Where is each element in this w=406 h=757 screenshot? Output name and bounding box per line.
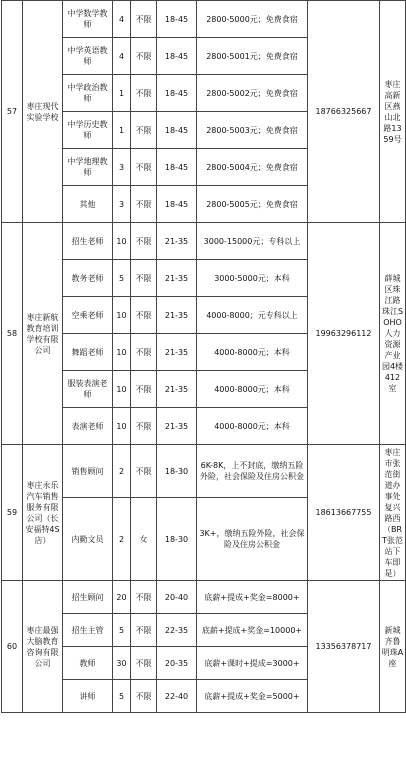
job-salary: 4000-8000元；本科 (197, 334, 308, 371)
job-count: 30 (113, 647, 131, 680)
job-title: 内勤文员 (63, 498, 113, 581)
job-age: 18-30 (157, 498, 197, 581)
job-salary: 4000-8000元；本科 (197, 408, 308, 445)
job-salary: 2800-5002元；免费食宿 (197, 75, 308, 112)
job-title: 中学政治教师 (63, 75, 113, 112)
job-age: 20-35 (157, 647, 197, 680)
job-count: 3 (113, 149, 131, 186)
job-gender: 不限 (131, 408, 157, 445)
job-salary: 底薪+提成+奖金=5000+ (197, 680, 308, 713)
job-title: 舞蹈老师 (63, 334, 113, 371)
job-title: 销售顾问 (63, 445, 113, 498)
job-count: 5 (113, 614, 131, 647)
job-count: 1 (113, 75, 131, 112)
job-salary: 3000-15000元；专科以上 (197, 223, 308, 260)
job-salary: 2800-5001元；免费食宿 (197, 38, 308, 75)
job-age: 21-35 (157, 223, 197, 260)
job-salary: 2800-5004元；免费食宿 (197, 149, 308, 186)
job-age: 21-35 (157, 408, 197, 445)
job-salary: 3K+，缴纳五险外险，社会保险及住房公积金 (197, 498, 308, 581)
job-count: 1 (113, 112, 131, 149)
job-gender: 不限 (131, 581, 157, 614)
table-row (2, 445, 406, 498)
company-name: 枣庄现代实验学校 (23, 1, 63, 223)
job-gender: 不限 (131, 260, 157, 297)
job-count: 4 (113, 38, 131, 75)
job-title: 空乘老师 (63, 297, 113, 334)
job-count: 4 (113, 1, 131, 38)
job-count: 10 (113, 297, 131, 334)
job-salary: 2800-5003元；免费食宿 (197, 112, 308, 149)
company-name: 枣庄最强大脑教育咨询有限公司 (23, 581, 63, 713)
job-count: 2 (113, 445, 131, 498)
job-age: 21-35 (157, 371, 197, 408)
job-salary: 2800-5005元；免费食宿 (197, 186, 308, 223)
job-salary: 4000-8000；元专科以上 (197, 297, 308, 334)
contact-phone: 18613667755 (308, 445, 380, 581)
job-age: 21-35 (157, 297, 197, 334)
job-gender: 不限 (131, 445, 157, 498)
job-count: 10 (113, 223, 131, 260)
job-title: 讲师 (63, 680, 113, 713)
row-number: 60 (2, 581, 23, 713)
job-age: 22-35 (157, 614, 197, 647)
job-age: 18-45 (157, 149, 197, 186)
row-number: 59 (2, 445, 23, 581)
job-title: 其他 (63, 186, 113, 223)
company-address: 薛城区珠江路珠江SOHO人力资源产业园4楼412室 (380, 223, 406, 445)
job-gender: 不限 (131, 149, 157, 186)
job-count: 10 (113, 371, 131, 408)
job-gender: 不限 (131, 1, 157, 38)
job-count: 3 (113, 186, 131, 223)
job-salary: 底薪+提成+奖金=10000+ (197, 614, 308, 647)
table-row (2, 223, 406, 260)
job-count: 5 (113, 680, 131, 713)
contact-phone: 13356378717 (308, 581, 380, 713)
job-title: 服装表演老师 (63, 371, 113, 408)
job-gender: 不限 (131, 75, 157, 112)
job-gender: 女 (131, 498, 157, 581)
job-age: 18-45 (157, 112, 197, 149)
job-age: 18-45 (157, 38, 197, 75)
job-age: 21-35 (157, 334, 197, 371)
job-salary: 3000-5000元；本科 (197, 260, 308, 297)
job-age: 22-40 (157, 680, 197, 713)
job-title: 中学数学教师 (63, 1, 113, 38)
job-salary: 4000-8000元；本科 (197, 371, 308, 408)
job-title: 招生顾问 (63, 581, 113, 614)
job-title: 招生老师 (63, 223, 113, 260)
job-gender: 不限 (131, 680, 157, 713)
job-gender: 不限 (131, 371, 157, 408)
job-age: 18-45 (157, 75, 197, 112)
job-count: 2 (113, 498, 131, 581)
company-name: 枣庄新航教育培训学校有限公司 (23, 223, 63, 445)
job-title: 表演老师 (63, 408, 113, 445)
contact-phone: 19963296112 (308, 223, 380, 445)
company-address: 新城齐鲁明珠A座 (380, 581, 406, 713)
company-address: 枣庄高新区燕山北路1359号 (380, 1, 406, 223)
job-count: 5 (113, 260, 131, 297)
table-row (2, 1, 406, 38)
job-title: 教务老师 (63, 260, 113, 297)
job-age: 20-40 (157, 581, 197, 614)
job-gender: 不限 (131, 297, 157, 334)
company-name: 枣庄永乐汽车销售服务有限公司（长安福特4S店） (23, 445, 63, 581)
job-gender: 不限 (131, 38, 157, 75)
company-address: 枣庄市张范街道办事处复兴路西（BRT张范站下车即是） (380, 445, 406, 581)
job-count: 20 (113, 581, 131, 614)
job-gender: 不限 (131, 223, 157, 260)
job-title: 中学英语教师 (63, 38, 113, 75)
job-age: 18-45 (157, 186, 197, 223)
job-title: 中学地理教师 (63, 149, 113, 186)
job-gender: 不限 (131, 334, 157, 371)
job-salary: 底薪+课时+提成=3000+ (197, 647, 308, 680)
job-gender: 不限 (131, 186, 157, 223)
job-salary: 6K-8K，上不封底，缴纳五险外险，社会保险及住房公积金 (197, 445, 308, 498)
job-title: 招生主管 (63, 614, 113, 647)
row-number: 57 (2, 1, 23, 223)
job-age: 18-30 (157, 445, 197, 498)
table-row (2, 581, 406, 614)
job-title: 中学历史教师 (63, 112, 113, 149)
job-salary: 2800-5000元；免费食宿 (197, 1, 308, 38)
job-count: 10 (113, 408, 131, 445)
job-count: 10 (113, 334, 131, 371)
job-gender: 不限 (131, 614, 157, 647)
job-gender: 不限 (131, 647, 157, 680)
job-gender: 不限 (131, 112, 157, 149)
job-age: 21-35 (157, 260, 197, 297)
job-age: 18-45 (157, 1, 197, 38)
job-table (1, 0, 406, 713)
job-salary: 底薪+提成+奖金=8000+ (197, 581, 308, 614)
row-number: 58 (2, 223, 23, 445)
contact-phone: 18766325667 (308, 1, 380, 223)
job-title: 教师 (63, 647, 113, 680)
